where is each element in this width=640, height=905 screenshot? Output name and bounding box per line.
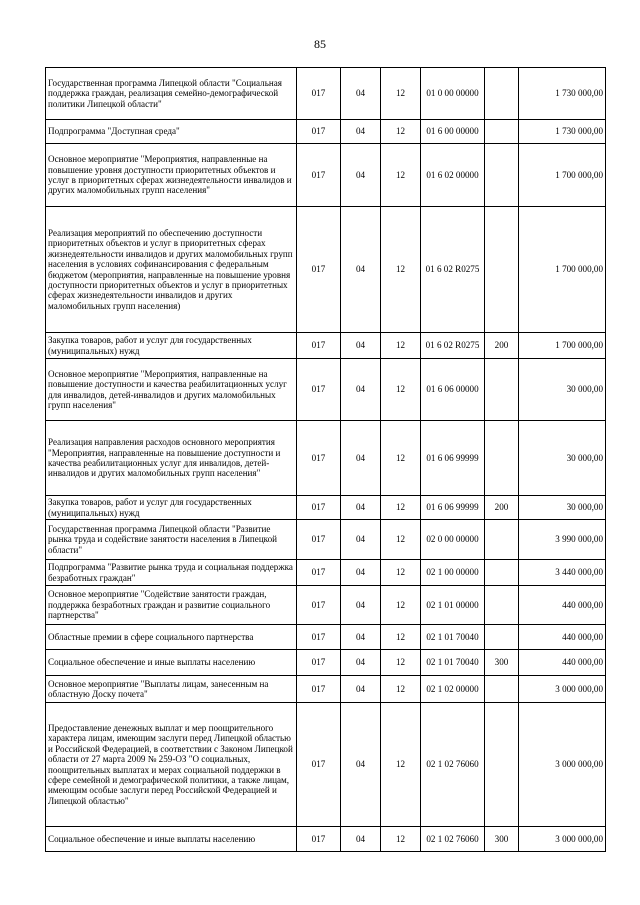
ministry-code: 017 (297, 586, 341, 625)
amount: 3 000 000,00 (519, 827, 606, 852)
amount: 3 990 000,00 (519, 520, 606, 560)
row-name: Закупка товаров, работ и услуг для государственных (муниципальных) нужд (46, 333, 297, 359)
subsection-code: 12 (381, 650, 421, 676)
expense-type-code: 300 (485, 650, 519, 676)
ministry-code: 017 (297, 359, 341, 421)
ministry-code: 017 (297, 650, 341, 676)
expense-type-code (485, 421, 519, 496)
budget-table-body (46, 68, 606, 852)
section-code: 04 (341, 586, 381, 625)
section-code: 04 (341, 359, 381, 421)
ministry-code: 017 (297, 68, 341, 120)
ministry-code: 017 (297, 520, 341, 560)
target-code: 02 1 00 00000 (421, 560, 485, 586)
expense-type-code (485, 625, 519, 650)
section-code: 04 (341, 120, 381, 144)
section-code: 04 (341, 333, 381, 359)
amount: 440 000,00 (519, 650, 606, 676)
target-code: 01 6 02 R0275 (421, 333, 485, 359)
table-row (46, 676, 606, 703)
expense-type-code (485, 520, 519, 560)
subsection-code: 12 (381, 421, 421, 496)
subsection-code: 12 (381, 827, 421, 852)
amount: 3 000 000,00 (519, 703, 606, 827)
subsection-code: 12 (381, 68, 421, 120)
expense-type-code: 200 (485, 496, 519, 520)
expense-type-code (485, 120, 519, 144)
expense-type-code: 300 (485, 827, 519, 852)
subsection-code: 12 (381, 333, 421, 359)
subsection-code: 12 (381, 120, 421, 144)
expense-type-code: 200 (485, 333, 519, 359)
ministry-code: 017 (297, 827, 341, 852)
subsection-code: 12 (381, 496, 421, 520)
table-row (46, 650, 606, 676)
expense-type-code (485, 68, 519, 120)
table-row (46, 144, 606, 207)
section-code: 04 (341, 827, 381, 852)
ministry-code: 017 (297, 120, 341, 144)
target-code: 02 1 01 00000 (421, 586, 485, 625)
row-name: Подпрограмма "Доступная среда" (46, 120, 297, 144)
budget-table (45, 67, 606, 852)
row-name: Подпрограмма "Развитие рынка труда и социальная поддержка безработных граждан" (46, 560, 297, 586)
ministry-code: 017 (297, 207, 341, 333)
section-code: 04 (341, 625, 381, 650)
target-code: 01 6 06 99999 (421, 496, 485, 520)
row-name: Реализация мероприятий по обеспечению доступности приоритетных объектов и услуг в приоритетных сферах жизнедеятельности инвалидов и других маломобильных групп населения в условиях софинансирования с федеральным бюджетом (мероприятия, направленные на повышение уровня доступности приоритетных объектов и услуг в приоритетных сферах жизнедеятельности инвалидов и других маломобильных групп населения) (46, 207, 297, 333)
ministry-code: 017 (297, 421, 341, 496)
row-name: Предоставление денежных выплат и мер поощрительного характера лицам, имеющим заслуги перед Липецкой областью и Российской Федерацией, в соответствии с Законом Липецкой области от 27 марта 2009 № 259-ОЗ "О социальных, поощрительных выплатах и мерах социальной поддержки в сфере семейной и демографической политики, а также лицам, имеющим особые заслуги перед Российской Федерацией и Липецкой областью" (46, 703, 297, 827)
amount: 1 700 000,00 (519, 144, 606, 207)
table-row (46, 120, 606, 144)
target-code: 02 1 02 76060 (421, 827, 485, 852)
page-number: 85 (314, 37, 326, 51)
subsection-code: 12 (381, 359, 421, 421)
ministry-code: 017 (297, 676, 341, 703)
subsection-code: 12 (381, 144, 421, 207)
section-code: 04 (341, 68, 381, 120)
row-name: Основное мероприятие "Мероприятия, направленные на повышение доступности и качества реабилитационных услуг для инвалидов, детей-инвалидов и других маломобильных групп населения" (46, 359, 297, 421)
target-code: 01 0 00 00000 (421, 68, 485, 120)
expense-type-code (485, 560, 519, 586)
expense-type-code (485, 144, 519, 207)
section-code: 04 (341, 520, 381, 560)
section-code: 04 (341, 703, 381, 827)
subsection-code: 12 (381, 703, 421, 827)
amount: 440 000,00 (519, 586, 606, 625)
target-code: 02 1 02 76060 (421, 703, 485, 827)
target-code: 01 6 00 00000 (421, 120, 485, 144)
amount: 1 730 000,00 (519, 68, 606, 120)
section-code: 04 (341, 676, 381, 703)
expense-type-code (485, 359, 519, 421)
ministry-code: 017 (297, 333, 341, 359)
row-name: Основное мероприятие "Выплаты лицам, занесенным на областную Доску почета" (46, 676, 297, 703)
amount: 3 440 000,00 (519, 560, 606, 586)
amount: 440 000,00 (519, 625, 606, 650)
subsection-code: 12 (381, 560, 421, 586)
subsection-code: 12 (381, 676, 421, 703)
table-row (46, 560, 606, 586)
target-code: 01 6 06 99999 (421, 421, 485, 496)
row-name: Основное мероприятие "Содействие занятости граждан, поддержка безработных граждан и развитие социального партнерства" (46, 586, 297, 625)
expense-type-code (485, 676, 519, 703)
table-row (46, 827, 606, 852)
row-name: Областные премии в сфере социального партнерства (46, 625, 297, 650)
ministry-code: 017 (297, 144, 341, 207)
target-code: 02 1 01 70040 (421, 625, 485, 650)
table-row (46, 625, 606, 650)
table-row (46, 520, 606, 560)
row-name: Основное мероприятие "Мероприятия, направленные на повышение уровня доступности приоритетных объектов и услуг в приоритетных сферах жизнедеятельности инвалидов и других маломобильных групп населения" (46, 144, 297, 207)
section-code: 04 (341, 560, 381, 586)
row-name: Реализация направления расходов основного мероприятия "Мероприятия, направленные на повышение доступности и качества реабилитационных услуг для инвалидов, детей-инвалидов и других маломобильных групп населения" (46, 421, 297, 496)
amount: 3 000 000,00 (519, 676, 606, 703)
amount: 30 000,00 (519, 359, 606, 421)
row-name: Социальное обеспечение и иные выплаты населению (46, 827, 297, 852)
row-name: Социальное обеспечение и иные выплаты населению (46, 650, 297, 676)
target-code: 02 1 02 00000 (421, 676, 485, 703)
target-code: 01 6 02 00000 (421, 144, 485, 207)
section-code: 04 (341, 207, 381, 333)
expense-type-code (485, 703, 519, 827)
target-code: 02 1 01 70040 (421, 650, 485, 676)
expense-type-code (485, 207, 519, 333)
section-code: 04 (341, 496, 381, 520)
table-row (46, 703, 606, 827)
row-name: Государственная программа Липецкой области "Социальная поддержка граждан, реализация семейно-демографической политики Липецкой области" (46, 68, 297, 120)
table-row (46, 333, 606, 359)
target-code: 01 6 02 R0275 (421, 207, 485, 333)
ministry-code: 017 (297, 496, 341, 520)
row-name: Закупка товаров, работ и услуг для государственных (муниципальных) нужд (46, 496, 297, 520)
ministry-code: 017 (297, 703, 341, 827)
amount: 30 000,00 (519, 496, 606, 520)
amount: 30 000,00 (519, 421, 606, 496)
target-code: 02 0 00 00000 (421, 520, 485, 560)
table-row (46, 586, 606, 625)
subsection-code: 12 (381, 207, 421, 333)
section-code: 04 (341, 144, 381, 207)
amount: 1 700 000,00 (519, 207, 606, 333)
table-row (46, 421, 606, 496)
subsection-code: 12 (381, 520, 421, 560)
target-code: 01 6 06 00000 (421, 359, 485, 421)
table-row (46, 359, 606, 421)
amount: 1 730 000,00 (519, 120, 606, 144)
table-row (46, 68, 606, 120)
section-code: 04 (341, 650, 381, 676)
table-row (46, 207, 606, 333)
ministry-code: 017 (297, 560, 341, 586)
subsection-code: 12 (381, 625, 421, 650)
amount: 1 700 000,00 (519, 333, 606, 359)
table-row (46, 496, 606, 520)
expense-type-code (485, 586, 519, 625)
subsection-code: 12 (381, 586, 421, 625)
row-name: Государственная программа Липецкой области "Развитие рынка труда и содействие занятости населения в Липецкой области" (46, 520, 297, 560)
ministry-code: 017 (297, 625, 341, 650)
section-code: 04 (341, 421, 381, 496)
